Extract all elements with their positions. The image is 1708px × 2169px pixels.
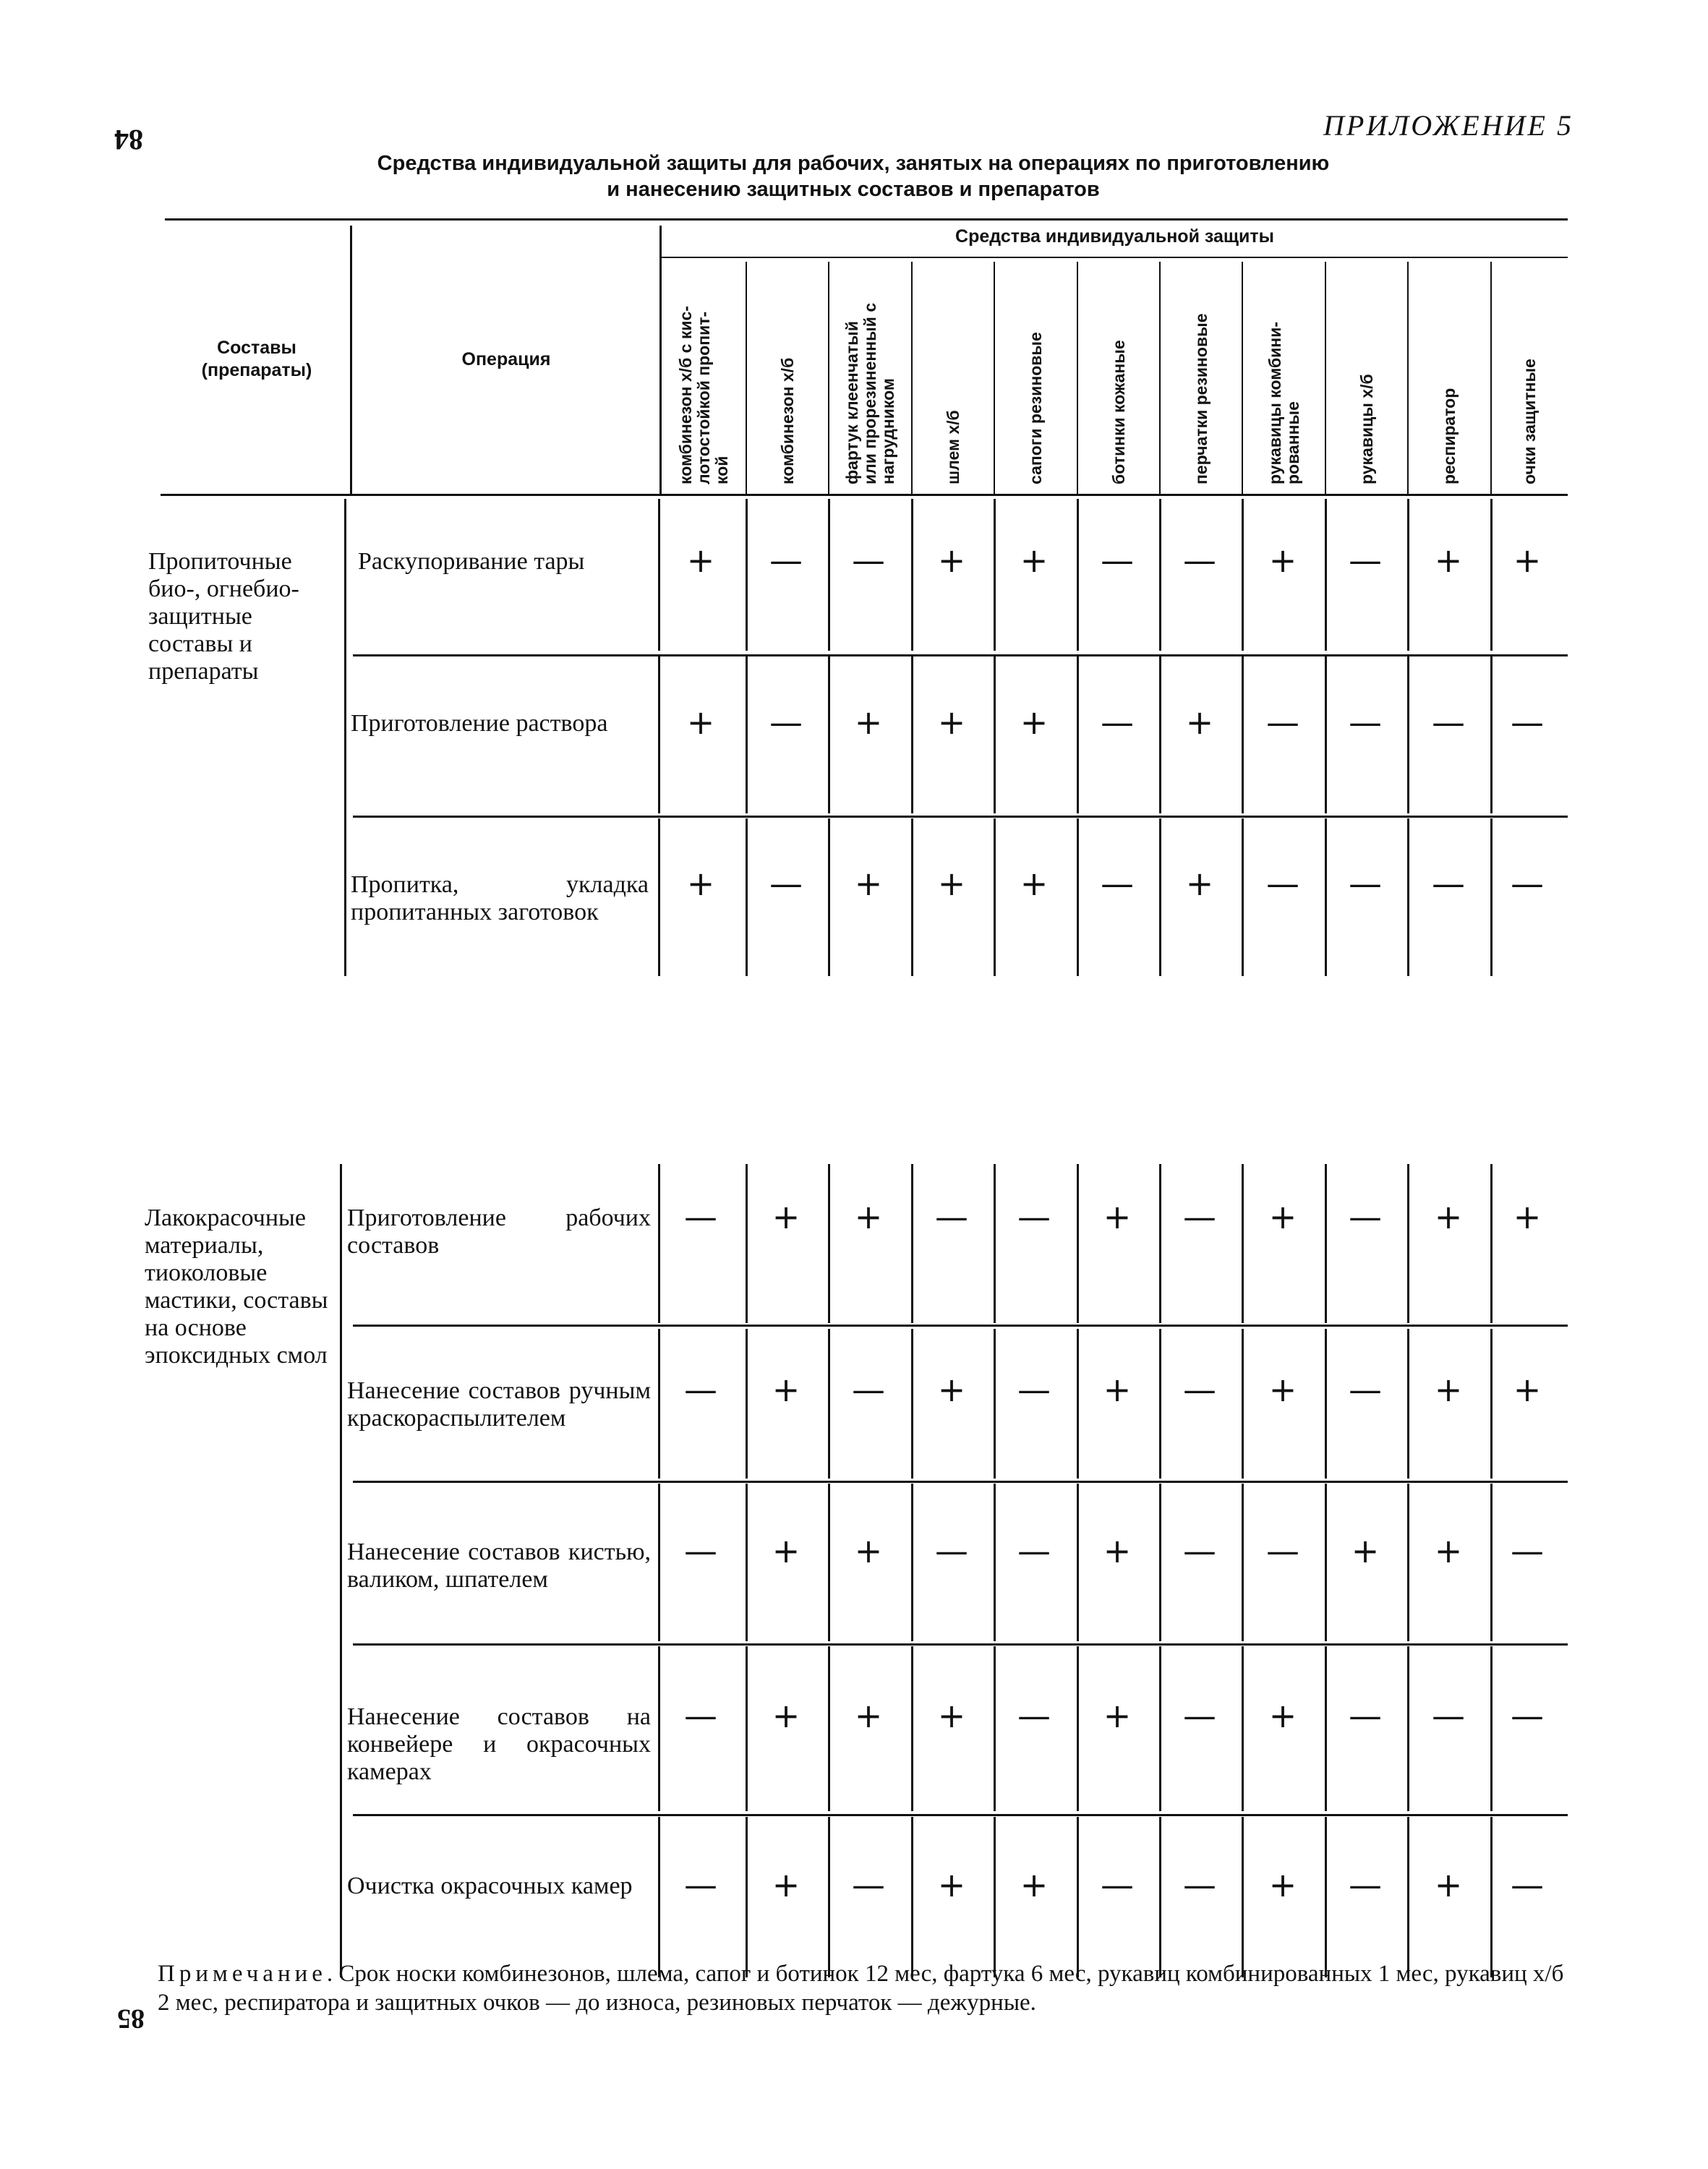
ppe-header-label: комбинезон х/б: [777, 357, 797, 484]
column-divider: [1242, 1646, 1244, 1811]
column-divider: [1490, 499, 1493, 651]
header-divider: [350, 226, 352, 495]
column-divider: [1325, 1484, 1327, 1641]
dash-mark: —: [1266, 864, 1299, 903]
column-divider: [1077, 1484, 1079, 1641]
operation-cell: Приготовление раствора: [351, 710, 608, 737]
plus-mark: +: [937, 1696, 966, 1735]
footnote: [158, 1959, 1575, 2017]
column-divider: [1490, 818, 1493, 976]
column-divider: [994, 1329, 996, 1479]
column-divider: [1159, 1817, 1161, 1977]
header-ppe-group: Средства индивидуальной защиты: [955, 226, 1274, 247]
plus-mark: +: [772, 1370, 800, 1409]
plus-mark: +: [854, 1696, 883, 1735]
composition-divider: [340, 1164, 342, 1977]
column-divider: [1407, 1646, 1409, 1811]
column-divider: [1242, 656, 1244, 813]
column-divider: [1407, 656, 1409, 813]
column-divider: [1490, 1329, 1493, 1479]
operation-cell: Пропитка, укладка пропитанных заготовок: [351, 871, 649, 925]
column-divider: [1242, 818, 1244, 976]
row-separator: [353, 1643, 1568, 1646]
dash-mark: —: [1511, 1696, 1544, 1735]
column-divider: [911, 1817, 913, 1977]
column-divider: [1407, 1484, 1409, 1641]
column-divider: [1159, 1164, 1161, 1323]
column-divider: [911, 818, 913, 976]
column-divider: [1490, 1484, 1493, 1641]
ppe-group-rule: [662, 257, 1568, 258]
column-divider: [828, 1484, 830, 1641]
plus-mark: +: [1434, 1197, 1463, 1236]
column-divider: [746, 1484, 748, 1641]
operation-divider: [658, 499, 660, 651]
dash-mark: —: [1432, 864, 1465, 903]
ppe-header-label: рукавицы комбини- рованные: [1265, 322, 1302, 484]
column-divider: [746, 1164, 748, 1323]
dash-mark: —: [1349, 864, 1382, 903]
plus-mark: +: [1268, 541, 1297, 580]
dash-mark: —: [852, 1865, 885, 1904]
column-divider: [828, 499, 830, 651]
dash-mark: —: [852, 1370, 885, 1409]
dash-mark: —: [1349, 1197, 1382, 1236]
dash-mark: —: [1101, 541, 1134, 580]
dash-mark: —: [684, 1865, 717, 1904]
plus-mark: +: [1185, 864, 1214, 903]
row-separator: [353, 1325, 1568, 1327]
column-divider: [994, 818, 996, 976]
column-divider: [1077, 1817, 1079, 1977]
column-divider: [746, 499, 748, 651]
plus-mark: +: [1185, 703, 1214, 742]
plus-mark: +: [1513, 541, 1542, 580]
plus-mark: +: [772, 1531, 800, 1570]
row-separator: [353, 654, 1568, 656]
operation-divider: [658, 1329, 660, 1479]
ppe-header-cell: [995, 264, 1077, 488]
dash-mark: —: [1017, 1197, 1051, 1236]
column-divider: [828, 1646, 830, 1811]
dash-mark: —: [1511, 1531, 1544, 1570]
plus-mark: +: [854, 1197, 883, 1236]
ppe-header-label: сапоги резиновые: [1026, 332, 1045, 484]
dash-mark: —: [1183, 1696, 1216, 1735]
operation-divider: [658, 1646, 660, 1811]
table-top-rule: [165, 218, 1568, 221]
dash-mark: —: [1349, 1865, 1382, 1904]
composition-group-2: Лакокрасочные материалы, тиоколовые мастики, составы на основе эпоксидных смол: [145, 1205, 328, 1369]
column-divider: [994, 1484, 996, 1641]
dash-mark: —: [1017, 1696, 1051, 1735]
plus-mark: +: [686, 864, 715, 903]
plus-mark: +: [772, 1696, 800, 1735]
dash-mark: —: [769, 864, 803, 903]
footnote-label: Примечание: [158, 1961, 327, 1987]
dash-mark: —: [1183, 1865, 1216, 1904]
ppe-header-label: фартук клеенчатый или прорезиненный с нагрудником: [842, 302, 897, 484]
plus-mark: +: [1020, 703, 1049, 742]
dash-mark: —: [1432, 1696, 1465, 1735]
column-divider: [746, 1329, 748, 1479]
column-divider: [828, 656, 830, 813]
operation-divider: [658, 1484, 660, 1641]
column-divider: [911, 1646, 913, 1811]
column-divider: [1325, 1164, 1327, 1323]
header-operation: Операция: [461, 349, 551, 369]
column-divider: [1242, 499, 1244, 651]
column-divider: [1490, 1164, 1493, 1323]
plus-mark: +: [1268, 1696, 1297, 1735]
page-title-line-2: и нанесению защитных составов и препаратов: [607, 178, 1100, 201]
column-divider: [1077, 1164, 1079, 1323]
ppe-header-cell: [1326, 264, 1407, 488]
ppe-header-cell: [747, 264, 828, 488]
column-divider: [1407, 1164, 1409, 1323]
column-divider: [1407, 499, 1409, 651]
plus-mark: +: [937, 1865, 966, 1904]
plus-mark: +: [1020, 864, 1049, 903]
column-divider: [1242, 1484, 1244, 1641]
plus-mark: +: [1513, 1370, 1542, 1409]
column-divider: [1242, 1817, 1244, 1977]
operation-cell: Нанесение составов на конвейере и окрасочных камерах: [347, 1703, 651, 1785]
plus-mark: +: [686, 541, 715, 580]
dash-mark: —: [684, 1531, 717, 1570]
composition-group-1: Пропиточные био-, огнебио-защитные составы и препараты: [148, 548, 299, 685]
dash-mark: —: [1101, 864, 1134, 903]
column-divider: [994, 1646, 996, 1811]
column-divider: [828, 1329, 830, 1479]
ppe-header-label: очки защитные: [1520, 359, 1539, 484]
column-divider: [1242, 1164, 1244, 1323]
plus-mark: +: [937, 864, 966, 903]
column-divider: [1242, 1329, 1244, 1479]
dash-mark: —: [1349, 541, 1382, 580]
column-divider: [1490, 1646, 1493, 1811]
column-divider: [828, 1817, 830, 1977]
plus-mark: +: [1268, 1197, 1297, 1236]
column-divider: [994, 1164, 996, 1323]
plus-mark: +: [1513, 1197, 1542, 1236]
operation-cell: Нанесение составов ручным краскораспылителем: [347, 1377, 651, 1432]
operation-divider: [658, 818, 660, 976]
dash-mark: —: [1432, 703, 1465, 742]
dash-mark: —: [852, 541, 885, 580]
column-divider: [1077, 1329, 1079, 1479]
operation-divider: [658, 656, 660, 813]
ppe-header-label: шлем х/б: [943, 410, 962, 484]
plus-mark: +: [772, 1865, 800, 1904]
plus-mark: +: [686, 703, 715, 742]
plus-mark: +: [1103, 1696, 1132, 1735]
ppe-header-cell: [1409, 264, 1490, 488]
dash-mark: —: [1183, 541, 1216, 580]
plus-mark: +: [854, 703, 883, 742]
column-divider: [911, 499, 913, 651]
column-divider: [994, 1817, 996, 1977]
plus-mark: +: [937, 703, 966, 742]
dash-mark: —: [935, 1197, 968, 1236]
plus-mark: +: [1351, 1531, 1380, 1570]
plus-mark: +: [1268, 1370, 1297, 1409]
operation-divider: [658, 1164, 660, 1323]
column-divider: [828, 1164, 830, 1323]
column-divider: [1159, 656, 1161, 813]
ppe-header-cell: [662, 264, 746, 488]
dash-mark: —: [1183, 1531, 1216, 1570]
column-divider: [1077, 818, 1079, 976]
dash-mark: —: [1017, 1531, 1051, 1570]
dash-mark: —: [1266, 703, 1299, 742]
column-divider: [746, 1817, 748, 1977]
column-divider: [1325, 1329, 1327, 1479]
column-divider: [1159, 499, 1161, 651]
column-divider: [1077, 656, 1079, 813]
ppe-header-label: рукавицы х/б: [1357, 374, 1376, 484]
ppe-header-label: перчатки резиновые: [1191, 313, 1210, 484]
dash-mark: —: [769, 541, 803, 580]
column-divider: [1325, 656, 1327, 813]
column-divider: [1407, 818, 1409, 976]
header-compositions: Составы (препараты): [201, 338, 312, 380]
dash-mark: —: [1101, 1865, 1134, 1904]
dash-mark: —: [1511, 1865, 1544, 1904]
plus-mark: +: [854, 1531, 883, 1570]
column-divider: [1325, 1817, 1327, 1977]
operation-cell: Раскупоривание тары: [358, 548, 585, 575]
ppe-header-label: респиратор: [1440, 388, 1459, 484]
plus-mark: +: [1103, 1197, 1132, 1236]
plus-mark: +: [1434, 1865, 1463, 1904]
row-separator: [353, 1814, 1568, 1816]
dash-mark: —: [1183, 1197, 1216, 1236]
plus-mark: +: [1103, 1531, 1132, 1570]
ppe-header-cell: [1492, 264, 1568, 488]
ppe-header-cell: [829, 264, 911, 488]
column-divider: [1325, 818, 1327, 976]
column-divider: [911, 1329, 913, 1479]
dash-mark: —: [1349, 1370, 1382, 1409]
operation-cell: Приготовление рабочих составов: [347, 1205, 651, 1259]
page-number-bottom: 85: [117, 2003, 145, 2034]
column-divider: [1407, 1817, 1409, 1977]
dash-mark: —: [684, 1197, 717, 1236]
ppe-header-label: комбинезон х/б с кис- лотостойкой пропит- кой: [675, 306, 731, 484]
ppe-header-cell: [1161, 264, 1242, 488]
ppe-header-cell: [913, 264, 994, 488]
dash-mark: —: [1266, 1531, 1299, 1570]
plus-mark: +: [772, 1197, 800, 1236]
column-divider: [746, 656, 748, 813]
plus-mark: +: [1020, 541, 1049, 580]
operation-divider: [658, 1817, 660, 1977]
header-bottom-rule: [161, 494, 1568, 496]
operation-cell: Очистка окрасочных камер: [347, 1873, 633, 1899]
column-divider: [746, 1646, 748, 1811]
dash-mark: —: [935, 1531, 968, 1570]
ppe-header-label: ботинки кожаные: [1109, 340, 1128, 484]
column-divider: [1159, 1329, 1161, 1479]
column-divider: [911, 1484, 913, 1641]
column-divider: [1077, 1646, 1079, 1811]
column-divider: [994, 656, 996, 813]
dash-mark: —: [1101, 703, 1134, 742]
appendix-label: ПРИЛОЖЕНИЕ 5: [1323, 109, 1574, 142]
column-divider: [994, 499, 996, 651]
column-divider: [1159, 818, 1161, 976]
row-separator: [353, 1481, 1568, 1483]
plus-mark: +: [1103, 1370, 1132, 1409]
column-divider: [1490, 1817, 1493, 1977]
row-separator: [353, 816, 1568, 818]
column-divider: [746, 818, 748, 976]
column-divider: [1159, 1646, 1161, 1811]
page-title-line-1: Средства индивидуальной защиты для рабочих, занятых на операциях по приготовлению: [377, 152, 1330, 175]
page-title: [217, 150, 1490, 202]
column-divider: [1407, 1329, 1409, 1479]
plus-mark: +: [1434, 1531, 1463, 1570]
plus-mark: +: [937, 541, 966, 580]
plus-mark: +: [1020, 1865, 1049, 1904]
column-divider: [1159, 1484, 1161, 1641]
page-number-top: 84: [114, 124, 143, 156]
plus-mark: +: [1434, 541, 1463, 580]
dash-mark: —: [1017, 1370, 1051, 1409]
ppe-header-cell: [1243, 264, 1325, 488]
column-divider: [1325, 499, 1327, 651]
operation-cell: Нанесение составов кистью, валиком, шпателем: [347, 1539, 651, 1593]
plus-mark: +: [1434, 1370, 1463, 1409]
dash-mark: —: [684, 1696, 717, 1735]
footnote-text: . Срок носки комбинезонов, шлема, сапог и ботинок 12 мес, фартука 6 мес, рукавиц комбинированных 1 мес, рукавиц х/б 2 мес, респиратора и защитных очков — до износа, резиновых перчаток — дежурные.: [158, 1961, 1564, 2016]
dash-mark: —: [1511, 864, 1544, 903]
ppe-header-cell: [1078, 264, 1159, 488]
column-divider: [828, 818, 830, 976]
column-divider: [1490, 656, 1493, 813]
dash-mark: —: [1183, 1370, 1216, 1409]
plus-mark: +: [937, 1370, 966, 1409]
composition-divider: [344, 499, 346, 976]
column-divider: [1325, 1646, 1327, 1811]
column-divider: [911, 656, 913, 813]
column-divider: [911, 1164, 913, 1323]
column-divider: [1077, 499, 1079, 651]
plus-mark: +: [854, 864, 883, 903]
dash-mark: —: [684, 1370, 717, 1409]
dash-mark: —: [1349, 703, 1382, 742]
plus-mark: +: [1268, 1865, 1297, 1904]
dash-mark: —: [769, 703, 803, 742]
dash-mark: —: [1511, 703, 1544, 742]
dash-mark: —: [1349, 1696, 1382, 1735]
